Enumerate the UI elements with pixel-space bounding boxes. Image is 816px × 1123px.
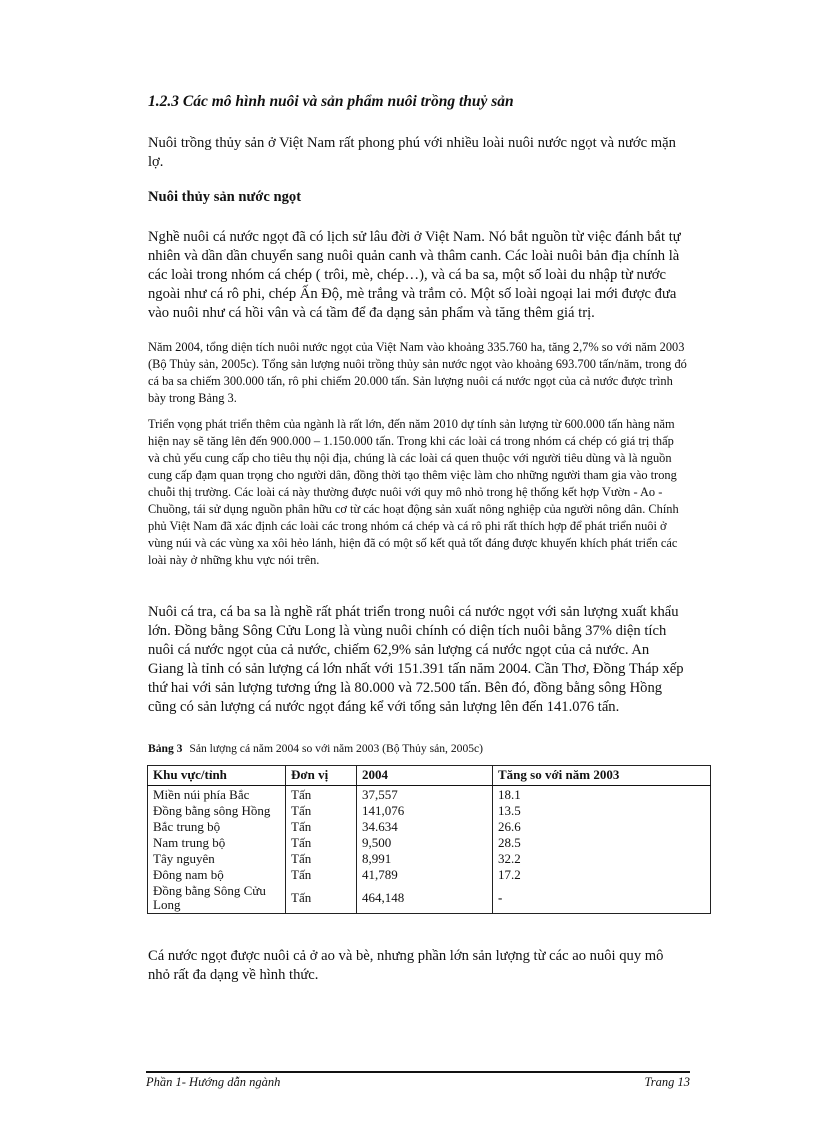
table-cell-region: Đồng bằng sông Hồng: [148, 803, 286, 819]
table-row: [148, 819, 711, 835]
table-cell-region: Miền núi phía Bắc: [148, 786, 286, 804]
table-cell-increase: 18.1: [493, 786, 711, 804]
paragraph-ponds: Cá nước ngọt được nuôi cả ở ao và bè, nhưng phần lớn sản lượng từ các ao nuôi quy mô nhỏ rất đa dạng về hình thức.: [148, 948, 664, 983]
footer-page-number: Trang 13: [644, 1075, 690, 1089]
table-cell-2004: 464,148: [357, 883, 493, 914]
table-cell-2004: 8,991: [357, 851, 493, 867]
footer-section: Phần 1- Hướng dẫn ngành: [146, 1075, 281, 1089]
table-cell-region: Nam trung bộ: [148, 835, 286, 851]
table-row: [148, 851, 711, 867]
intro-paragraph: Nuôi trồng thủy sản ở Việt Nam rất phong phú với nhiều loài nuôi nước ngọt và nước mặn lợ.: [148, 135, 676, 170]
table-header-2004: 2004: [357, 766, 493, 786]
table-header-increase: Tăng so với năm 2003: [493, 766, 711, 786]
paragraph-catfish: Nuôi cá tra, cá ba sa là nghề rất phát triển trong nuôi cá nước ngọt với sản lượng xuất khẩu lớn. Đồng bằng Sông Cửu Long là vùng nuôi chính có diện tích nuôi bằng 37% diện tích nuôi cá nước ngọt của cả nước, chiếm 62,9% sản lượng cá nước ngọt của cả nước. An Giang là tỉnh có sản lượng cá lớn nhất với 151.391 tấn năm 2004. Cần Thơ, Đồng Tháp xếp thứ hai với sản lượng tương ứng là 80.000 và 72.500 tấn. Bên đó, đồng bằng sông Hồng cũng có sản lượng cá nước ngọt đáng kể với tổng sản lượng lên đến 141.076 tấn.: [148, 604, 684, 715]
table-cell-region: Đồng bằng Sông Cửu Long: [148, 883, 286, 914]
table-cell-2004: 9,500: [357, 835, 493, 851]
table-cell-unit: Tấn: [286, 786, 357, 804]
table-row: [148, 786, 711, 804]
table-cell-unit: Tấn: [286, 803, 357, 819]
table-cell-unit: Tấn: [286, 819, 357, 835]
footer-divider: [146, 1071, 690, 1073]
table-cell-region: Bắc trung bộ: [148, 819, 286, 835]
paragraph-statistics: Năm 2004, tổng diện tích nuôi nước ngọt của Việt Nam vào khoảng 335.760 ha, tăng 2,7% so với năm 2003 (Bộ Thủy sản, 2005c). Tổng sản lượng nuôi trồng thủy sản nước ngọt vào khoảng 693.700 tấn/năm, trong đó cá ba sa chiếm 300.000 tấn, rô phi chiếm 20.000 tấn. Sản lượng nuôi cá nước ngọt của cả nước được trình bày trong Bảng 3.: [148, 340, 687, 405]
table-cell-region: Đông nam bộ: [148, 867, 286, 883]
table-row: [148, 835, 711, 851]
table-cell-2004: 41,789: [357, 867, 493, 883]
subheading-freshwater: Nuôi thủy sản nước ngọt: [148, 189, 302, 205]
section-title: 1.2.3 Các mô hình nuôi và sản phẩm nuôi trồng thuỷ sản: [148, 93, 514, 110]
table-cell-unit: Tấn: [286, 867, 357, 883]
table-cell-unit: Tấn: [286, 835, 357, 851]
table-cell-increase: -: [493, 883, 711, 914]
table-row: [148, 867, 711, 883]
production-table: [147, 765, 711, 914]
table-row: [148, 803, 711, 819]
table-caption-text: Sản lượng cá năm 2004 so với năm 2003 (Bộ Thủy sản, 2005c): [189, 742, 484, 755]
table-cell-increase: 17.2: [493, 867, 711, 883]
paragraph-outlook: Triển vọng phát triển thêm của ngành là rất lớn, đến năm 2010 dự tính sản lượng từ 600.000 tấn hàng năm hiện nay sẽ tăng lên đến 900.000 – 1.150.000 tấn. Trong khi các loài cá trong nhóm cá chép có giá trị thấp và chủ yếu cung cấp cho tiêu thụ nội địa, chúng là các loài cá quen thuộc với người tiêu dùng và là nguồn cung cấp đạm quan trọng cho người dân, đồng thời tạo thêm việc làm cho những người tham gia vào trong chuỗi thị trường. Các loài cá này thường được nuôi với quy mô nhỏ trong hệ thống kết hợp Vườn - Ao - Chuồng, tái sử dụng nguồn phân hữu cơ từ các hoạt động sản xuất nông nghiệp của người nông dân. Chính phủ Việt Nam đã xác định các loài các trong nhóm cá chép và cá rô phi rất thích hợp để phát triển nuôi ở vùng núi và các vùng xa xôi hẻo lánh, hiện đã có một số kết quả tốt đáng được khuyến khích phát triển các loài này ở những khu vực nói trên.: [148, 417, 679, 567]
table-cell-increase: 26.6: [493, 819, 711, 835]
table-cell-increase: 32.2: [493, 851, 711, 867]
table-header-unit: Đơn vị: [286, 766, 357, 786]
table-caption-label: Bảng 3: [148, 742, 183, 755]
table-header-region: Khu vực/tỉnh: [148, 766, 286, 786]
table-cell-increase: 28.5: [493, 835, 711, 851]
paragraph-history: Nghề nuôi cá nước ngọt đã có lịch sử lâu đời ở Việt Nam. Nó bắt nguồn từ việc đánh bắt tự nhiên và dần dần chuyển sang nuôi quản canh và thâm canh. Các loài nuôi bản địa chính là các loài trong nhóm cá chép ( trôi, mè, chép…), và cá ba sa, một số loài du nhập từ nước ngoài như cá rô phi, chép Ấn Độ, mè trắng và trắm cỏ. Một số loài ngoại lai mới được đưa vào nuôi như cá hồi vân và cá tầm để đa dạng sản phẩm và tăng thêm giá trị.: [148, 229, 681, 321]
table-cell-unit: Tấn: [286, 851, 357, 867]
table-row: [148, 883, 711, 914]
table-cell-2004: 141,076: [357, 803, 493, 819]
table-cell-2004: 34.634: [357, 819, 493, 835]
table-cell-2004: 37,557: [357, 786, 493, 804]
table-header-row: [148, 766, 711, 786]
table-cell-region: Tây nguyên: [148, 851, 286, 867]
table-caption: [148, 742, 483, 755]
table-cell-increase: 13.5: [493, 803, 711, 819]
table-cell-unit: Tấn: [286, 883, 357, 914]
